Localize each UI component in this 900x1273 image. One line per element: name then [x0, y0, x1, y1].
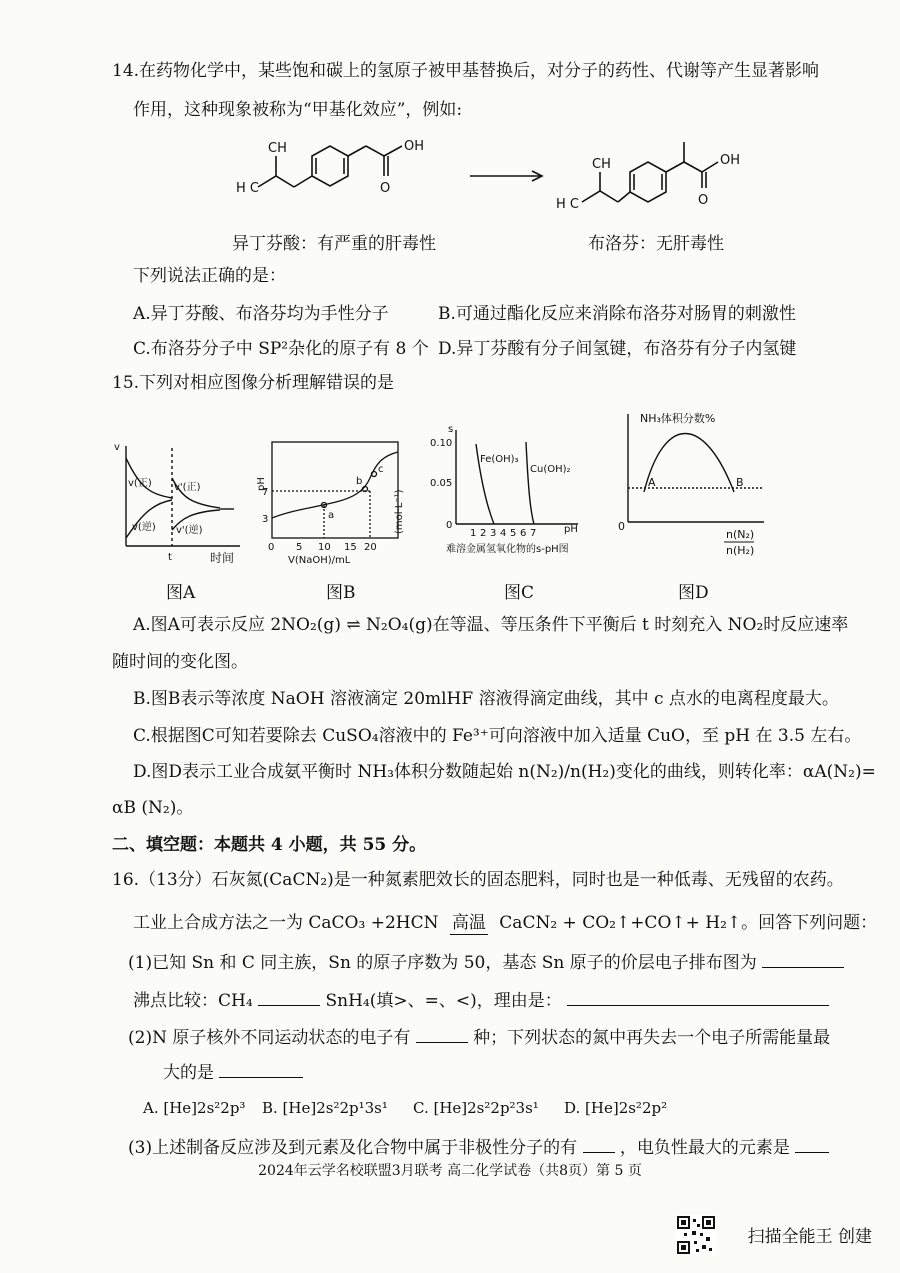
figb-xtick-20: 20 [364, 542, 377, 553]
q16-p2-text3: 大的是 [163, 1063, 214, 1083]
figd-caption: 图D [678, 583, 709, 603]
figc-subtitle: 难溶金属氢氧化物的s-pH图 [446, 544, 569, 555]
figa-xlabel: 时间 [210, 551, 235, 565]
q14-line1: 14.在药物化学中，某些饱和碳上的氢原子被甲基替换后，对分子的药性、代谢等产生显著影响 [112, 61, 820, 81]
methylation-scheme [230, 130, 830, 230]
figd-point-b: B [736, 476, 744, 489]
figd-point-a: A [648, 476, 656, 489]
figa-fwd2: v'(正) [174, 482, 201, 493]
q16-p1-text: (1)已知 Sn 和 C 同主族，Sn 的原子序数为 50，基态 Sn 原子的价层电子排布图为 [128, 953, 757, 973]
figb-xtick-15: 15 [344, 542, 357, 553]
q15-option-d-2: αB (N₂)。 [112, 798, 194, 818]
mol-right-ch3: CH [592, 157, 611, 172]
figc-xtick-4: 4 [500, 528, 507, 539]
figure-d [614, 404, 784, 564]
q15-option-c: C.根据图C可知若要除去 CuSO₄溶液中的 Fe³⁺可向溶液中加入适量 CuO，至 pH 在 3.5 左右。 [133, 726, 862, 746]
figc-curve-fe: Fe(OH)₃ [480, 454, 519, 465]
figb-ytick-3: 3 [262, 514, 269, 525]
figb-point-a: a [328, 510, 335, 521]
q16-choice-c: C. [He]2s²2p²3s¹ [413, 1099, 539, 1117]
figb-xlabel: V(NaOH)/mL [288, 555, 351, 566]
q16-part1-line2 [133, 988, 829, 1012]
figb-xtick-0: 0 [268, 542, 275, 553]
figa-t: t [168, 552, 172, 563]
figc-caption: 图C [504, 583, 535, 603]
figc-xtick-2: 2 [480, 528, 487, 539]
answer-blank-energy[interactable] [219, 1060, 303, 1078]
page-footer: 2024年云学名校联盟3月联考 高二化学试卷（共8页）第 5 页 [258, 1163, 642, 1179]
figc-ytick-005: 0.05 [430, 478, 453, 489]
answer-blank-orbital[interactable] [762, 950, 844, 968]
answer-blank-compare[interactable] [258, 988, 320, 1006]
answer-blank-reason[interactable] [567, 988, 829, 1006]
figb-xtick-5: 5 [296, 542, 303, 553]
mol-right-h3c: H C [556, 197, 579, 212]
figc-xtick-6: 6 [520, 528, 527, 539]
figb-point-b: b [356, 476, 363, 487]
figb-ytick-7: 7 [262, 487, 269, 498]
figa-ylabel: v [114, 442, 120, 453]
q16-part2-line1 [128, 1025, 830, 1049]
figb-point-c: c [378, 464, 384, 475]
q15-stem: 15.下列对相应图像分析理解错误的是 [112, 373, 395, 393]
figc-ylabel-s: s [448, 424, 454, 435]
q15-option-d-1: D.图D表示工业合成氨平衡时 NH₃体积分数随起始 n(N₂)/n(H₂)变化的曲线，则转化率：αA(N₂)= [133, 762, 876, 782]
mol-left-ch3: CH [268, 141, 287, 156]
figa-rev1: v(逆) [132, 522, 156, 533]
figure-b [252, 436, 412, 568]
mol-left-caption: 异丁芬酸：有严重的肝毒性 [232, 234, 436, 254]
answer-blank-nonpolar[interactable] [583, 1135, 615, 1153]
figb-caption: 图B [326, 583, 356, 603]
scanner-watermark: 扫描全能王 创建 [747, 1227, 872, 1247]
q14-option-c: C.布洛芬分子中 SP²杂化的原子有 8 个 [133, 339, 429, 359]
q14-option-a: A.异丁芬酸、布洛芬均为手性分子 [133, 304, 389, 324]
figb-ylabel: pH [256, 477, 267, 491]
q14-option-b: B.可通过酯化反应来消除布洛芬对肠胃的刺激性 [438, 304, 796, 324]
figure-a [110, 438, 250, 568]
mol-left-h3c: H C [236, 181, 259, 196]
q16-p3-text: (3)上述制备反应涉及到元素及化合物中属于非极性分子的有 [128, 1138, 578, 1158]
mol-right-oh: OH [720, 153, 741, 168]
figb-xtick-10: 10 [318, 542, 331, 553]
q16-stem: 16.（13分）石灰氮(CaCN₂)是一种氮素肥效长的固态肥料，同时也是一种低毒、无残留的农药。 [112, 870, 844, 890]
q16-p1-compare: 沸点比较：CH₄ [133, 991, 253, 1011]
figure-c [394, 424, 598, 564]
mol-right-caption: 布洛芬：无肝毒性 [588, 234, 724, 254]
figc-xtick-7: 7 [530, 528, 537, 539]
q16-part3 [128, 1135, 829, 1159]
figc-ytick-0: 0 [446, 520, 453, 531]
figc-xlabel: pH [564, 524, 578, 535]
figc-xtick-3: 3 [490, 528, 497, 539]
q16-choice-d: D. [He]2s²2p² [564, 1099, 668, 1117]
qr-code-icon [676, 1215, 716, 1255]
q16-choice-a: A. [He]2s²2p³ [143, 1099, 246, 1117]
figc-curve-cu: Cu(OH)₂ [530, 464, 571, 475]
q14-line2: 作用，这种现象被称为“甲基化效应”，例如: [133, 100, 463, 120]
eq-products: CaCN₂ + CO₂↑+CO↑+ H₂↑。回答下列问题： [499, 913, 878, 933]
answer-blank-electroneg[interactable] [795, 1135, 829, 1153]
eq-reactants: 工业上合成方法之一为 CaCO₃ +2HCN [133, 913, 439, 933]
q15-option-a-1: A.图A可表示反应 2NO₂(g) ⇌ N₂O₄(g)在等温、等压条件下平衡后 t 时刻充入 NO₂时反应速率 [133, 615, 849, 635]
figd-xlabel-top: n(N₂) [726, 528, 755, 541]
figd-xlabel-bottom: n(H₂) [726, 544, 755, 557]
q16-choice-b: B. [He]2s²2p¹3s¹ [262, 1099, 388, 1117]
figa-fwd1: v(正) [128, 478, 152, 489]
answer-blank-electrons[interactable] [416, 1025, 468, 1043]
q15-option-b: B.图B表示等浓度 NaOH 溶液滴定 20mlHF 溶液得滴定曲线，其中 c 点水的电离程度最大。 [133, 689, 839, 709]
section-title: 二、填空题：本题共 4 小题，共 55 分。 [112, 835, 427, 855]
q16-part2-line2 [163, 1060, 303, 1084]
q16-p1-reason: SnH₄(填>、=、<)，理由是： [325, 991, 562, 1011]
q16-equation [133, 912, 877, 935]
eq-condition: 高温 [451, 913, 486, 933]
figc-xtick-5: 5 [510, 528, 517, 539]
figc-ytick-010: 0.10 [430, 438, 453, 449]
q14-question: 下列说法正确的是： [133, 266, 286, 286]
figa-caption: 图A [166, 583, 196, 603]
q16-p3-text2: ，电负性最大的元素是 [619, 1138, 790, 1158]
mol-left-o: O [380, 181, 391, 196]
figd-origin: 0 [618, 520, 625, 533]
mol-left-oh: OH [404, 139, 425, 154]
figc-xtick-1: 1 [470, 528, 477, 539]
figc-ylabel-unit: (mol·L⁻¹) [394, 489, 405, 534]
figa-rev2: v'(逆) [176, 525, 203, 536]
q16-part1-line1 [128, 950, 844, 974]
mol-right-o: O [698, 193, 709, 208]
q16-p2-text: (2)N 原子核外不同运动状态的电子有 [128, 1028, 411, 1048]
figd-title: NH₃体积分数% [640, 412, 716, 425]
q14-option-d: D.异丁芬酸有分子间氢键，布洛芬有分子内氢键 [438, 339, 797, 359]
q15-option-a-2: 随时间的变化图。 [112, 652, 248, 672]
q16-p2-text2: 种；下列状态的氮中再失去一个电子所需能量最 [473, 1028, 831, 1048]
